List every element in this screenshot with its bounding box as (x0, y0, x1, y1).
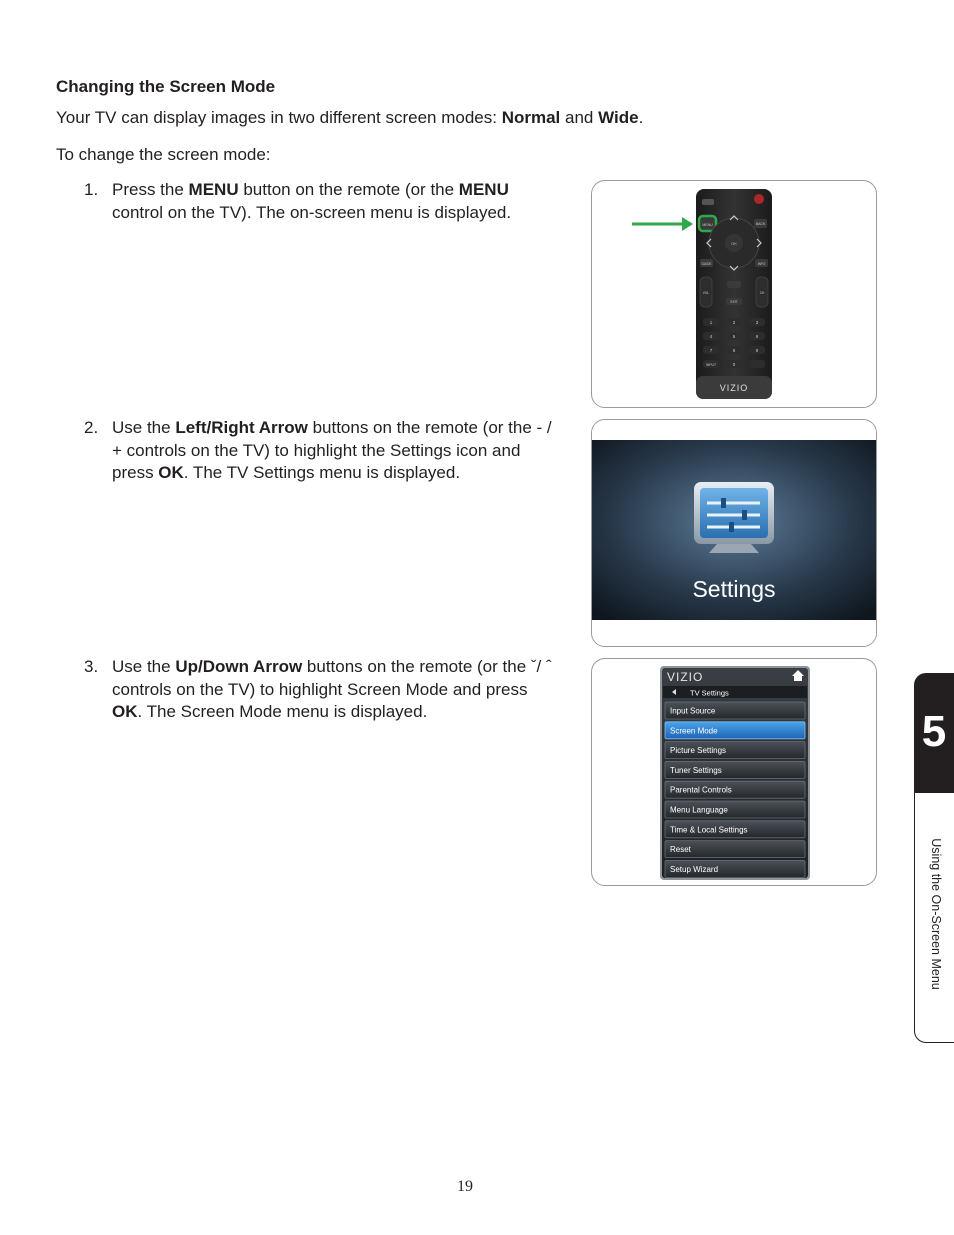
step-number: 1. (84, 180, 99, 199)
arrow-right-icon (682, 217, 693, 231)
step-text: Use the Left/Right Arrow buttons on the remote (or the - / + controls on the TV) to highlight the Settings icon and press OK. The TV Settings menu is displayed. (112, 418, 552, 483)
svg-text:1: 1 (709, 320, 713, 325)
menu-item-label: Screen Mode (670, 726, 718, 736)
vol-label: VOL (702, 291, 710, 295)
settings-label: Settings (692, 576, 776, 602)
guide-label: GUIDE (701, 262, 712, 266)
menu-item-label: Menu Language (670, 805, 728, 815)
menu-vizio-logo: VIZIO (667, 670, 704, 684)
step-text: Press the MENU button on the remote (or the MENU control on the TV). The on-screen menu is displayed. (112, 180, 512, 222)
vizio-logo: VIZIO (719, 383, 749, 393)
intro-paragraph (56, 106, 643, 129)
page-number: 19 (457, 1178, 473, 1195)
settings-svg (592, 420, 876, 646)
menu-label: MENU (702, 223, 713, 227)
settings-illustration (591, 419, 877, 647)
top-button (702, 199, 714, 205)
chapter-title-block (914, 793, 954, 1043)
menu-item-label: Input Source (670, 706, 716, 716)
back-label: BACK (755, 222, 766, 226)
svg-text:0: 0 (732, 362, 736, 367)
svg-text:5: 5 (732, 334, 736, 339)
menu-title: TV Settings (690, 688, 729, 698)
mute-button (727, 281, 741, 288)
step-number: 3. (84, 657, 99, 676)
menu-title-bar (663, 686, 807, 698)
step-text: Use the Up/Down Arrow buttons on the remote (or the ˇ/ ˆ controls on the TV) to highlight Screen Mode and press OK. The Screen Mode menu is displayed. (112, 657, 552, 722)
svg-text:6: 6 (755, 334, 759, 339)
info-label: INFO (757, 262, 766, 266)
ok-label: OK (731, 241, 737, 246)
chapter-title: Using the On-Screen Menu (929, 838, 943, 990)
exit-label: EXIT (730, 300, 738, 304)
settings-monitor-icon (694, 482, 774, 553)
section-heading: Changing the Screen Mode (56, 77, 276, 96)
remote-svg (592, 181, 876, 407)
chapter-number-block (914, 673, 954, 793)
svg-text:2: 2 (732, 320, 736, 325)
menu-item-label: Reset (670, 845, 691, 855)
intro-text-mid: and (560, 108, 599, 127)
tv-menu-svg (592, 659, 876, 885)
svg-text:INPUT: INPUT (705, 363, 717, 367)
intro-text-end: . (638, 108, 644, 127)
chapter-number: 5 (921, 707, 947, 756)
svg-text:4: 4 (709, 334, 713, 339)
tv-settings-menu-illustration (591, 658, 877, 886)
remote-illustration (591, 180, 877, 408)
step-number: 2. (84, 418, 99, 437)
menu-item-label: Time & Local Settings (670, 825, 748, 835)
intro-text: Your TV can display images in two different screen modes: (56, 108, 502, 127)
svg-text:3: 3 (755, 320, 759, 325)
svg-text:9: 9 (755, 348, 759, 353)
to-change-text: To change the screen mode: (56, 145, 271, 164)
svg-text:7: 7 (709, 348, 713, 353)
ch-label: CH (759, 291, 765, 295)
mode-normal: Normal (501, 108, 561, 127)
menu-items (665, 702, 805, 877)
svg-text:8: 8 (732, 348, 736, 353)
menu-item-label: Tuner Settings (670, 765, 722, 775)
power-icon (754, 194, 764, 204)
chapter-tab (914, 673, 954, 1044)
menu-item-label: Picture Settings (670, 746, 727, 756)
mode-wide: Wide (598, 108, 639, 127)
menu-item-label: Setup Wizard (670, 864, 719, 874)
menu-item-label: Parental Controls (670, 785, 732, 795)
